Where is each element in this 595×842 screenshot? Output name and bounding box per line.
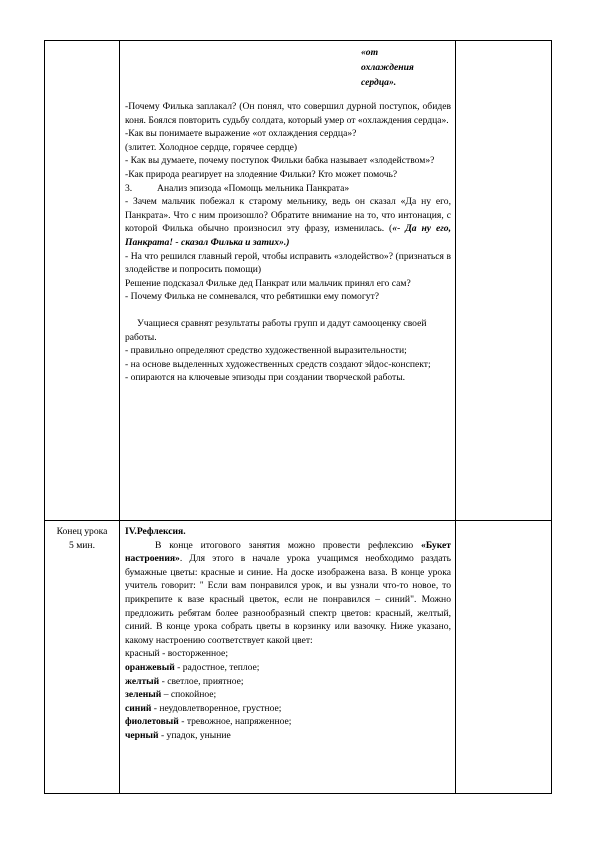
question: - Почему Филька не сомневался, что ребятишки ему помогут? [125,291,380,303]
row1-content [125,45,451,385]
paragraph [125,195,451,249]
quote-line: охлаждения [361,62,414,73]
color-item [125,715,451,729]
color-item [125,675,451,689]
color-name: синий [125,702,152,714]
color-name: черный [125,729,159,741]
column-divider-1 [119,41,120,793]
section-number: 3. [125,182,133,194]
color-name: зеленый [125,689,162,701]
reflection-content [125,525,451,743]
question: - На что решился главный герой, чтобы исправить «злодейство»? (признаться в злодействе и попросить помощи) [125,250,451,276]
paragraph-text: - Зачем мальчик побежал к старому мельнику, ведь он сказал «Да ну его, Панкрата». Что с ним произошло? Обратите внимание на то, что интонация, с которой Филька обычно произносил эту фразу, изменилась. ( [125,196,451,235]
section-title: Анализ эпизода «Помощь мельника Панкрата» [157,182,350,194]
group-intro: Учащиеся сравнят результаты работы групп и дадут самооценку своей работы. [125,317,427,343]
color-name: оранжевый [125,661,175,673]
reflection-title: IV.Рефлексия. [125,526,186,537]
intro-rest: . Для этого в начале урока учащимся необходимо раздать бумажные цветы: красные и синие. На доске изображена ваза. В конце урока учитель говорит: " Если вам понравился урок, и вы узнали что-то новое, то прикрепите к вазе красный цветок, если не понравился – синий". Можно предложить ребятам более разнообразный спектр цветов: красный, желтый, синий. В конце урока собрать цветы в корзинку или вазочку. Ниже указано, какому настроению соответствует какой цвет: [125,553,451,646]
question: -Как вы понимаете выражение «от охлаждения сердца»? [125,128,357,140]
color-meaning: – спокойное; [161,689,217,701]
color-name: фиолетовый [125,716,179,728]
quote-line: сердца». [361,77,397,88]
color-item [125,688,451,702]
color-item [125,729,451,743]
question: (злитет. Холодное сердце, горячее сердце) [125,141,298,153]
color-meaning: - радостное, теплое; [174,661,260,673]
group-item: - на основе выделенных художественных средств создают эйдос-конспект; [125,358,431,370]
color-meaning: - светлое, приятное; [159,675,244,687]
color-meaning: - неудовлетворенное, грустное; [151,702,282,714]
group-item: - правильно определяют средство художественной выразительности; [125,345,407,357]
color-meaning: - тревожное, напряженное; [178,716,292,728]
stage-time: 5 мин. [69,539,95,551]
quote-block [361,45,451,90]
paragraph-quote: «- Да ну его, Панкрата! - сказал Филька и затих».) [125,223,451,248]
color-name: желтый [125,675,160,687]
question: -Как природа реагирует на злодеяние Фильки? Кто может помочь? [125,168,398,180]
color-item [125,647,451,661]
question: Решение подсказал Фильке дед Панкрат или мальчик принял его сам? [125,277,411,289]
question: - Как вы думаете, почему поступок Фильки бабка называет «злодейством»? [125,155,435,167]
color-item [125,702,451,716]
color-item [125,661,451,675]
question: -Почему Филька заплакал? (Он понял, что совершил дурной поступок, обидев коня. Боялся повторить судьбу солдата, который умер от «охлаждения сердца». [125,101,451,126]
color-name: красный [125,648,160,660]
row-divider [45,520,551,521]
section-heading [125,182,451,196]
color-meaning: - упадок, уныние [158,729,231,741]
lesson-table [44,40,552,794]
column-divider-2 [455,41,456,793]
stage-cell [47,525,117,552]
intro-bold: «Букет настроения» [125,539,451,565]
group-item: - опираются на ключевые эпизоды при создании творческой работы. [125,372,406,384]
quote-line: «от [361,47,379,58]
intro-lead: В конце итогового занятия можно провести рефлексию [155,539,422,551]
stage-label: Конец урока [56,526,108,537]
reflection-intro [125,539,451,648]
color-meaning: - восторженное; [159,648,228,660]
